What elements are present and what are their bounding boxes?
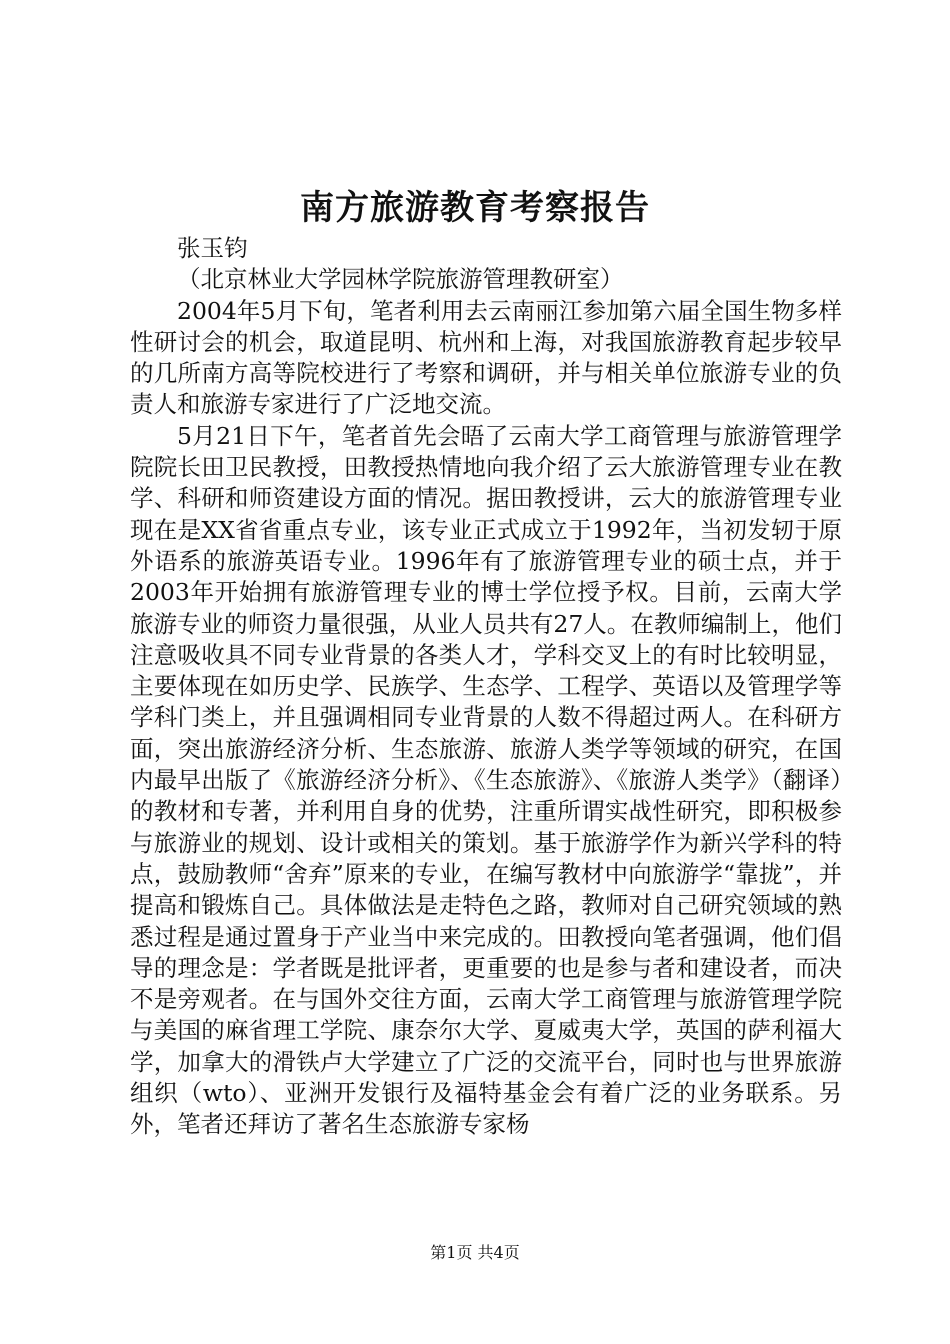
affiliation-line: （北京林业大学园林学院旅游管理教研室） bbox=[177, 265, 624, 294]
paragraph: 5月21日下午，笔者首先会晤了云南大学工商管理与旅游管理学院院长田卫民教授，田教授热情地向我介绍了云大旅游管理专业在教学、科研和师资建设方面的情况。据田教授讲，云大的旅游管理专业现在是XX省省重点专业，该专业正式成立于1992年，当初发轫于原外语系的旅游英语专业。1996年有了旅游管理专业的硕士点，并于2003年开始拥有旅游管理专业的博士学位授予权。目前，云南大学旅游专业的师资力量很强，从业人员共有27人。在教师编制上，他们注意吸收具不同专业背景的各类人才，学科交叉上的有时比较明显，主要体现在如历史学、民族学、生态学、工程学、英语以及管理学等学科门类上，并且强调相同专业背景的人数不得超过两人。在科研方面，突出旅游经济分析、生态旅游、旅游人类学等领域的研究，在国内最早出版了《旅游经济分析》、《生态旅游》、《旅游人类学》（翻译）的教材和专著，并利用自身的优势，注重所谓实战性研究，即积极参与旅游业的规划、设计或相关的策划。基于旅游学作为新兴学科的特点，鼓励教师“舍弃”原来的专业，在编写教材中向旅游学“靠拢”，并提高和锻炼自己。具体做法是走特色之路，教师对自己研究领域的熟悉过程是通过置身于产业当中来完成的。田教授向笔者强调，他们倡导的理念是：学者既是批评者，更重要的也是参与者和建设者，而决不是旁观者。在与国外交往方面，云南大学工商管理与旅游管理学院与美国的麻省理工学院、康奈尔大学、夏威夷大学，英国的萨利福大学，加拿大的滑铁卢大学建立了广泛的交流平台，同时也与世界旅游组织（wto）、亚洲开发银行及福特基金会有着广泛的业务联系。另外，笔者还拜访了著名生态旅游专家杨 bbox=[130, 421, 842, 1139]
author-line: 张玉钧 bbox=[177, 234, 248, 262]
document-body bbox=[130, 233, 842, 1141]
page-number-footer: 第1页 共4页 bbox=[430, 1243, 520, 1262]
paragraph: 2004年5月下旬，笔者利用去云南丽江参加第六届全国生物多样性研讨会的机会，取道昆明、杭州和上海，对我国旅游教育起步较早的几所南方高等院校进行了考察和调研，并与相关单位旅游专业的负责人和旅游专家进行了广泛地交流。 bbox=[130, 296, 842, 419]
document-title: 南方旅游教育考察报告 bbox=[300, 188, 650, 228]
